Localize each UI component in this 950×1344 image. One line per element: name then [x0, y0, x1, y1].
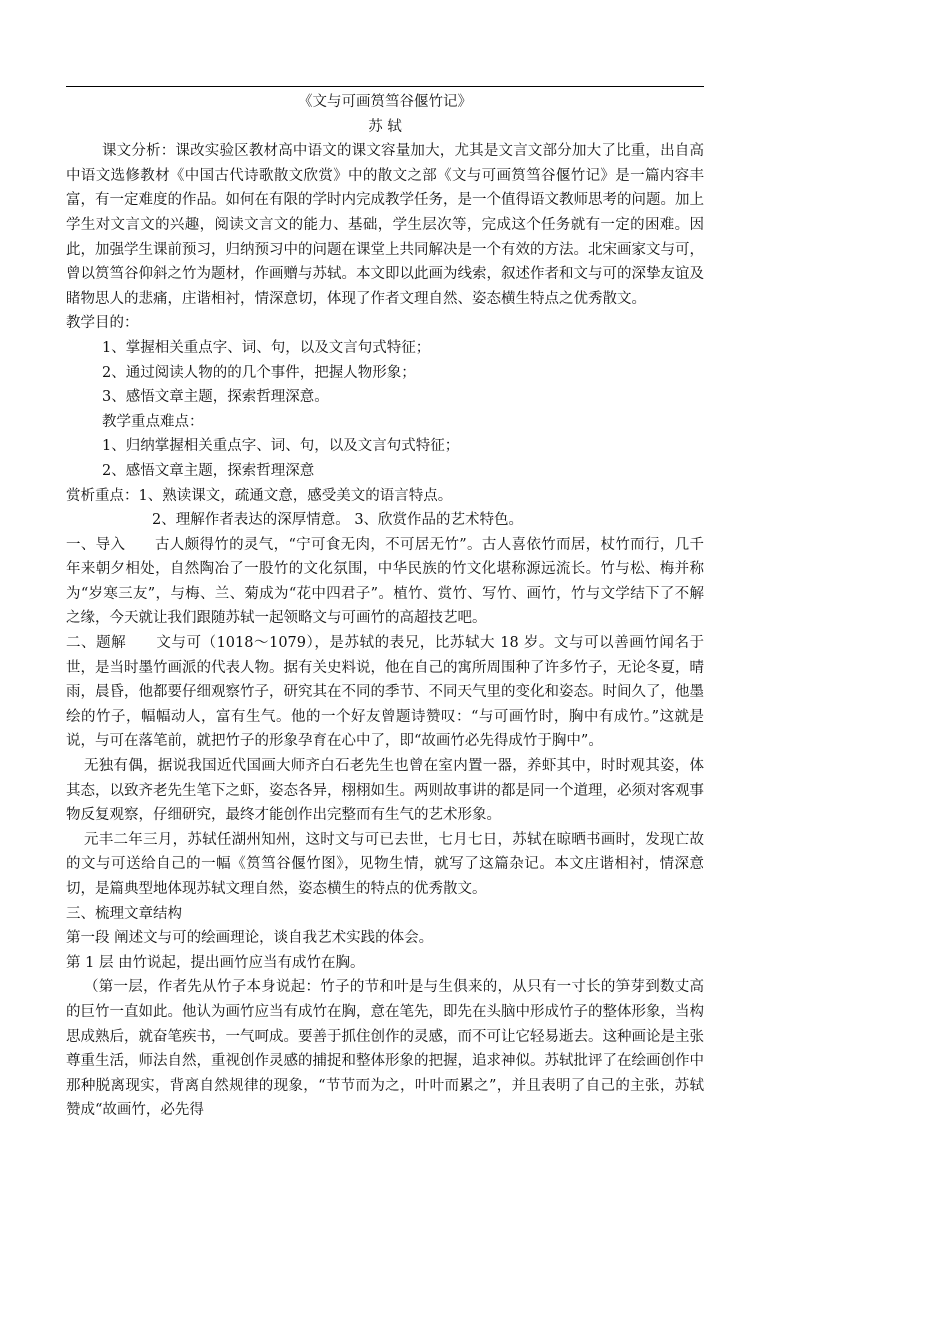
layer-one-line: 第 1 层 由竹说起，提出画竹应当有成竹在胸。	[66, 954, 365, 971]
doc-title: 《文与可画筼筜谷偃竹记》	[298, 94, 472, 110]
background-paragraph: 元丰二年三月，苏轼任湖州知州，这时文与可已去世，七月七日，苏轼在晾晒书画时，发现亡故的文与可送给自己的一幅《筼筜谷偃竹图》，见物生情，就写了这篇杂记。本文庄谐相衬，情深意切，是篇典型地体现苏轼文理自然，姿态横生的特点的优秀散文。	[66, 831, 704, 897]
analysis-paragraph: 课文分析：课改实验区教材高中语文的课文容量加大，尤其是文言文部分加大了比重，出自高中语文选修教材《中国古代诗歌散文欣赏》中的散文之部《文与可画筼筜谷偃竹记》是一篇内容丰富，有一定难度的作品。如何在有限的学时内完成教学任务，是一个值得语文教师思考的问题。加上学生对文言文的兴趣，阅读文言文的能力、基础，学生层次等，完成这个任务就有一定的困难。因此，加强学生课前预习，归纳预习中的问题在课堂上共同解决是一个有效的方法。北宋画家文与可，曾以筼筜谷仰斜之竹为题材，作画赠与苏轼。本文即以此画为线索，叙述作者和文与可的深挚友谊及睹物思人的悲痛，庄谐相衬，情深意切，体现了作者文理自然、姿态横生特点之优秀散文。	[66, 143, 704, 307]
goal-item: 2、通过阅读人物的的几个事件，把握人物形象；	[102, 364, 416, 381]
goal-item: 1、掌握相关重点字、词、句，以及文言句式特征；	[102, 339, 431, 356]
structure-heading: 三、梳理文章结构	[66, 905, 182, 922]
layer-one-detail-paragraph: （第一层，作者先从竹子本身说起：竹子的节和叶是与生俱来的，从只有一寸长的笋芽到数丈高的巨竹一直如此。他认为画竹应当有成竹在胸，意在笔先，即先在头脑中形成竹子的整体形象，当构思成熟后，就奋笔疾书，一气呵成。要善于抓住创作的灵感，而不可让它轻易逝去。这种画论是主张尊重生活，师法自然，重视创作灵感的捕捉和整体形象的把握，追求神似。苏轼批评了在绘画创作中那种脱离现实，背离自然规律的现象，“节节而为之，叶叶而累之”，并且表明了自己的主张，苏轼赞成“故画竹，必先得	[66, 979, 704, 1119]
section-one-line: 第一段 阐述文与可的绘画理论，谈自我艺术实践的体会。	[66, 930, 434, 947]
title-explanation-paragraph: 二、题解 文与可（1018～1079），是苏轼的表兄，比苏轼大 18 岁。文与可以善画竹闻名于世，是当时墨竹画派的代表人物。据有关史料说，他在自己的寓所周围种了许多竹子，无论冬夏，晴雨，晨昏，他都要仔细观察竹子，研究其在不同的季节、不同天气里的变化和姿态。时间久了，他墨绘的竹子，幅幅动人，富有生气。他的一个好友曾题诗赞叹：“与可画竹时，胸中有成竹。”这就是说，与可在落笔前，就把竹子的形象孕育在心中了，即“故画竹必先得成竹于胸中”。	[66, 635, 704, 750]
qi-baishi-paragraph: 无独有偶，据说我国近代国画大师齐白石老先生也曾在室内置一器，养虾其中，时时观其姿，体其态，以致齐老先生笔下之虾，姿态各异，栩栩如生。两则故事讲的都是同一个道理，必须对客观事物反复观察，仔细研究，最终才能创作出完整而有生气的艺术形象。	[66, 758, 704, 824]
doc-author: 苏 轼	[368, 118, 402, 135]
intro-paragraph: 一、导入 古人颇得竹的灵气，“宁可食无肉，不可居无竹”。古人喜依竹而居，杖竹而行，几千年来朝夕相处，自然陶冶了一股竹的文化氛围，中华民族的竹文化堪称源远流长。竹与松、梅并称为“岁寒三友”，与梅、兰、菊成为“花中四君子”。植竹、赏竹、写竹、画竹，竹与文学结下了不解之缘，今天就让我们跟随苏轼一起领略文与可画竹的高超技艺吧。	[66, 536, 704, 627]
header-rule	[66, 86, 704, 87]
appreciation-line: 2、理解作者表达的深厚情意。 3、欣赏作品的艺术特色。	[152, 512, 524, 529]
key-point-item: 1、归纳掌握相关重点字、词、句，以及文言句式特征；	[102, 438, 460, 455]
key-points-heading: 教学重点难点：	[102, 413, 204, 430]
appreciation-line: 赏析重点：1、熟读课文，疏通文意，感受美文的语言特点。	[66, 487, 453, 504]
goals-heading: 教学目的：	[66, 315, 139, 332]
document-page	[66, 86, 704, 1123]
key-point-item: 2、感悟文章主题，探索哲理深意	[102, 462, 315, 479]
goal-item: 3、感悟文章主题，探索哲理深意。	[102, 389, 329, 406]
